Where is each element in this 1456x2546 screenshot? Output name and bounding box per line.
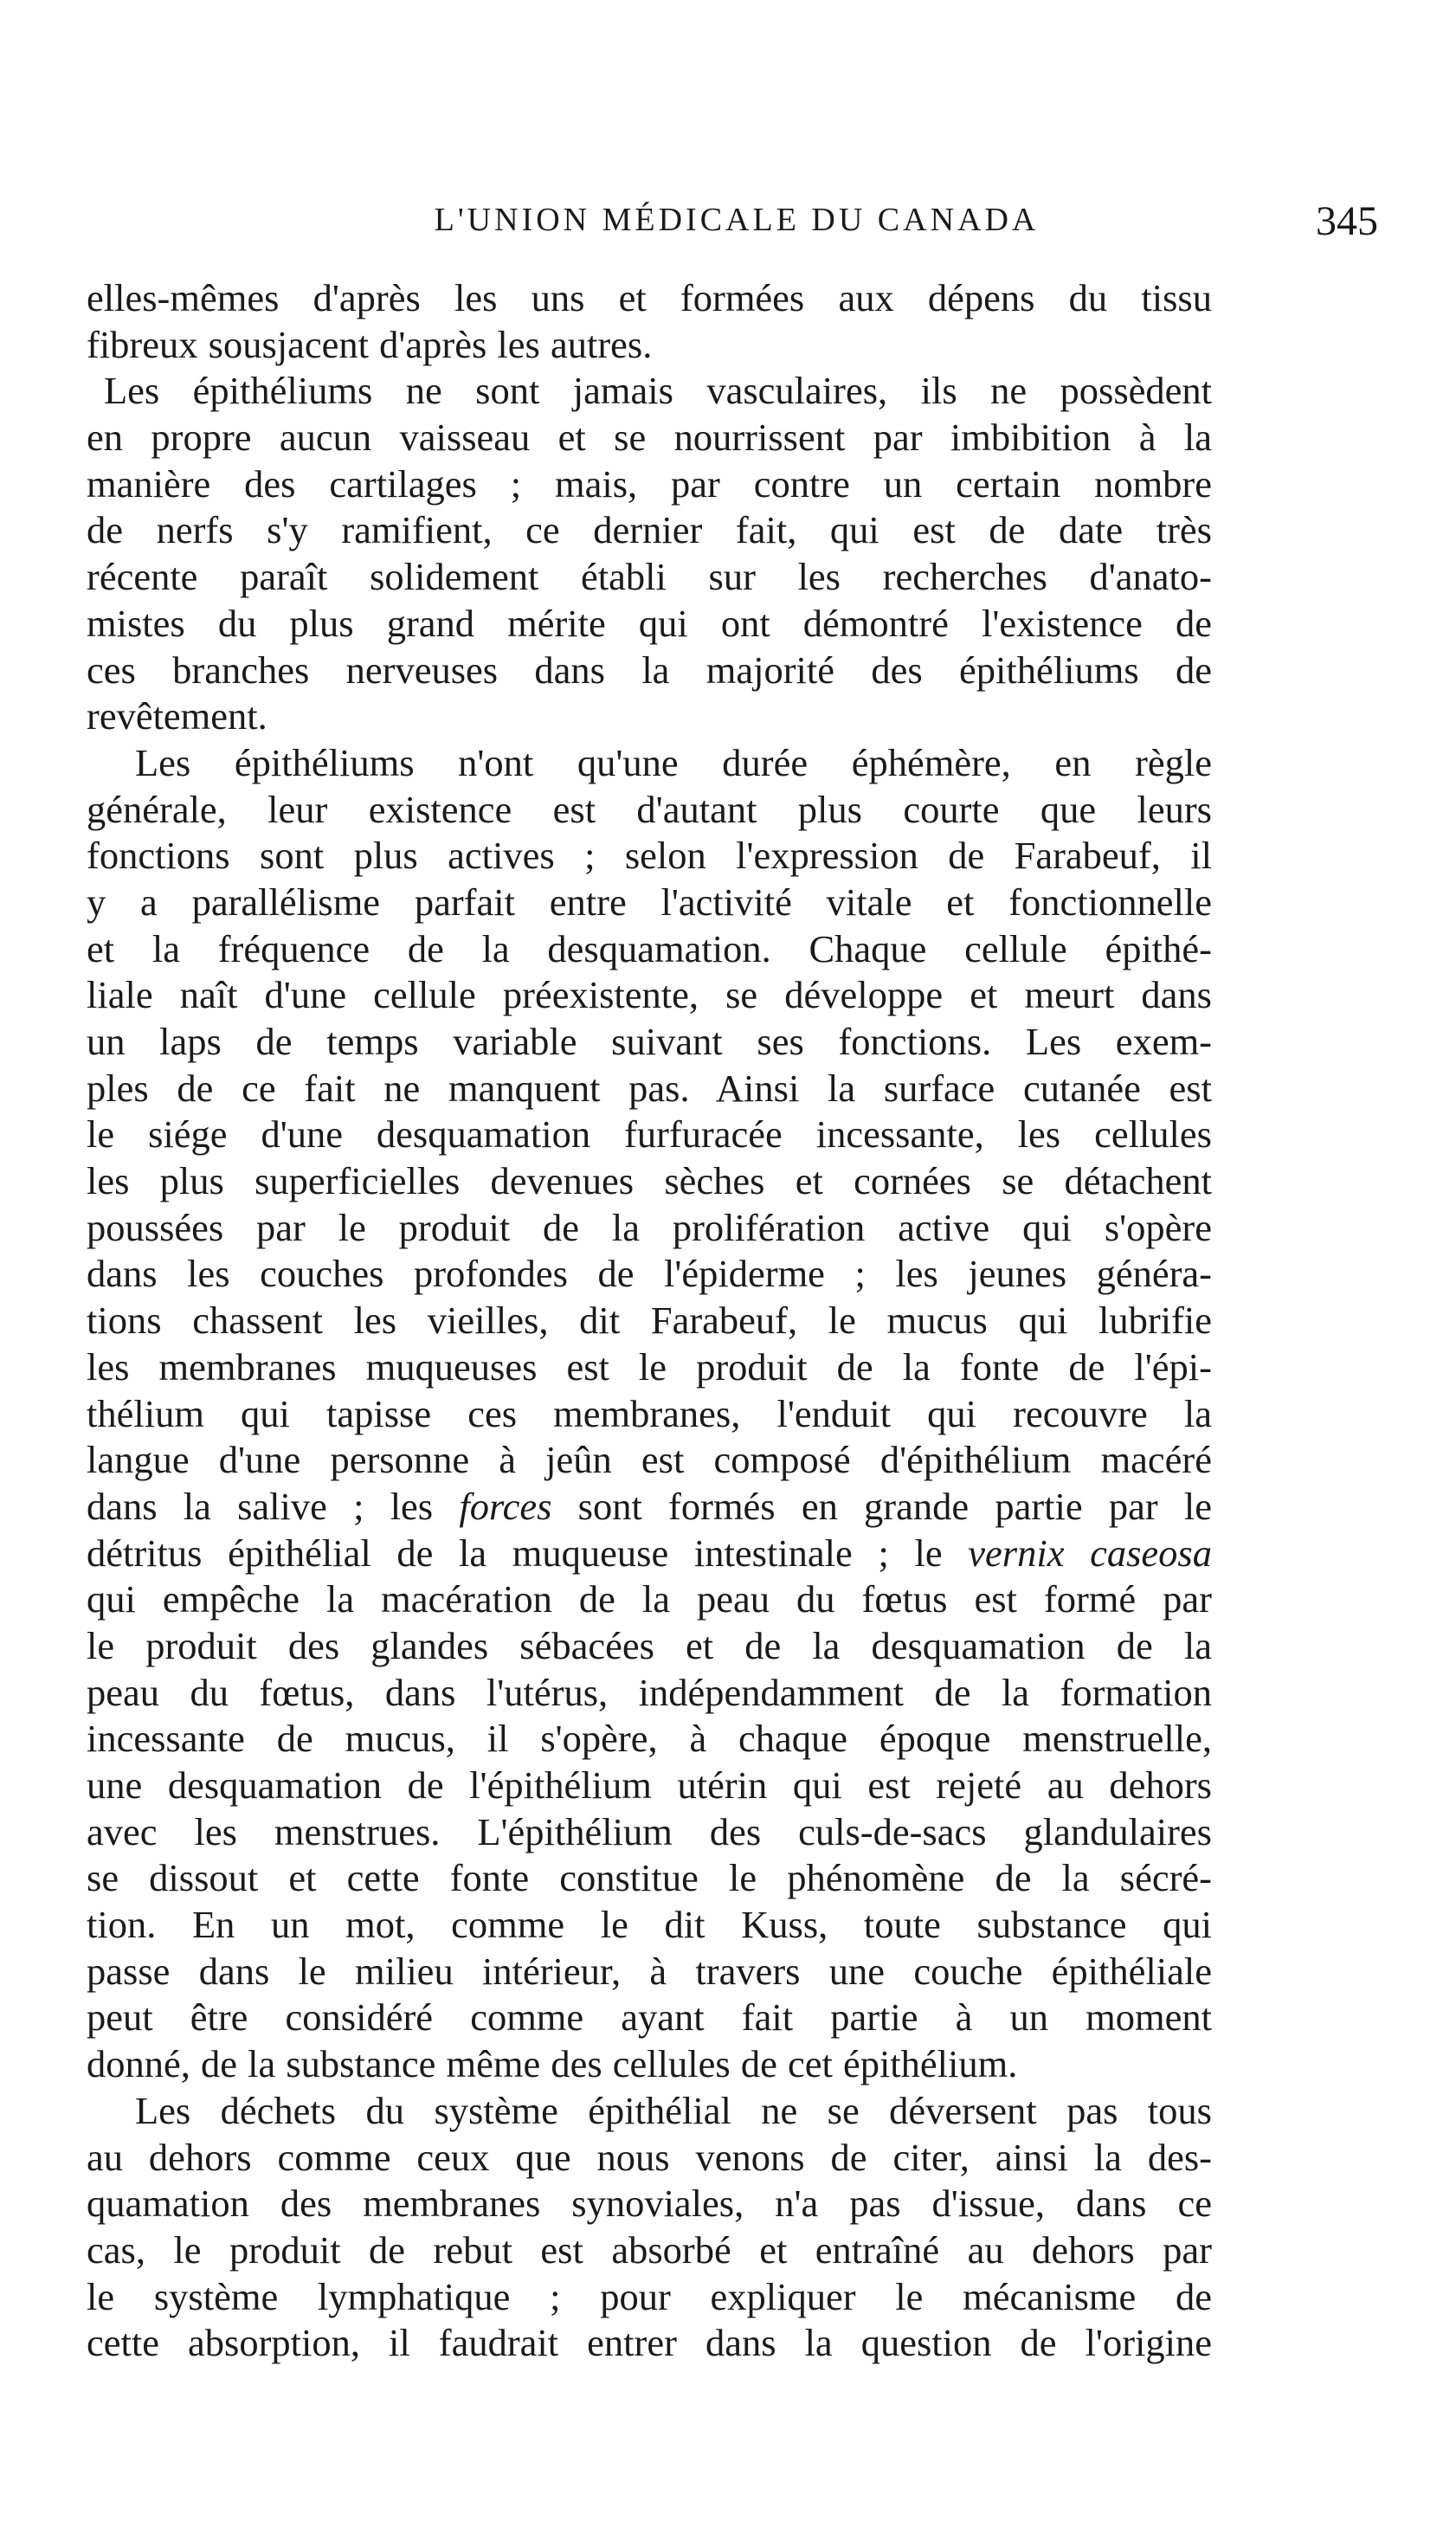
text-line-with-italic [87, 1531, 1212, 1577]
text-line: le produit des glandes sébacées et de la desquamation de la [87, 1623, 1212, 1667]
text-line: qui empêche la macération de la peau du fœtus est formé par [87, 1577, 1212, 1621]
text-line: fonctions sont plus actives ; selon l'expression de Farabeuf, il [87, 834, 1212, 878]
text-line: de nerfs s'y ramifient, ce dernier fait, qui est de date très [87, 508, 1212, 552]
text-line: et la fréquence de la desquamation. Chaque cellule épithé- [87, 926, 1212, 970]
body-text [87, 275, 1212, 2367]
paragraph-start-line: Les épithéliums n'ont qu'une durée éphémère, en règle [135, 740, 1212, 784]
text-line: générale, leur existence est d'autant plus courte que leurs [87, 787, 1212, 831]
text-line: tion. En un mot, comme le dit Kuss, toute substance qui [87, 1903, 1212, 1947]
text-line: dans les couches profondes de l'épiderme ; les jeunes généra- [87, 1252, 1212, 1296]
text-line: thélium qui tapisse ces membranes, l'enduit qui recouvre la [87, 1391, 1212, 1435]
text-line: cette absorption, il faudrait entrer dans la question de l'origine [87, 2321, 1212, 2365]
text-line: incessante de mucus, il s'opère, à chaque époque menstruelle, [87, 1717, 1212, 1761]
text-line: le siége d'une desquamation furfuracée incessante, les cellules [87, 1112, 1212, 1157]
paragraph-start-line: Les déchets du système épithélial ne se déversent pas tous [135, 2088, 1212, 2132]
text-line: revêtement. [87, 694, 267, 738]
text-line: récente paraît solidement établi sur les recherches d'anato- [87, 555, 1212, 599]
paragraph-start-line: Les épithéliums ne sont jamais vasculaires, ils ne possèdent [104, 369, 1212, 413]
text-segment: dans la salive ; les [87, 1484, 460, 1528]
text-line: le système lymphatique ; pour expliquer le mécanisme de [87, 2274, 1212, 2318]
running-title: L'UNION MÉDICALE DU CANADA [434, 202, 1040, 238]
text-line: manière des cartilages ; mais, par contre un certain nombre [87, 461, 1212, 506]
text-line: une desquamation de l'épithélium utérin qui est rejeté au dehors [87, 1763, 1212, 1807]
text-line: ces branches nerveuses dans la majorité des épithéliums de [87, 648, 1212, 692]
text-line: fibreux sousjacent d'après les autres. [87, 322, 653, 366]
text-line: mistes du plus grand mérite qui ont démontré l'existence de [87, 601, 1212, 645]
text-line: y a parallélisme parfait entre l'activité vitale et fonctionnelle [87, 880, 1212, 924]
text-segment: sont formés en grande partie par le [551, 1484, 1212, 1528]
italic-term-vernix-caseosa: vernix caseosa [968, 1531, 1212, 1575]
text-line: les plus superficielles devenues sèches et cornées se détachent [87, 1159, 1212, 1203]
text-line: quamation des membranes synoviales, n'a pas d'issue, dans ce [87, 2182, 1212, 2226]
text-line: un laps de temps variable suivant ses fonctions. Les exem- [87, 1020, 1212, 1063]
text-line: elles-mêmes d'après les uns et formées aux dépens du tissu [87, 276, 1212, 319]
running-head [95, 197, 1378, 249]
text-line: peau du fœtus, dans l'utérus, indépendamment de la formation [87, 1670, 1212, 1714]
text-line: se dissout et cette fonte constitue le phénomène de la sécré- [87, 1856, 1212, 1900]
page-number: 345 [1316, 198, 1378, 244]
text-line: en propre aucun vaisseau et se nourrissent par imbibition à la [87, 416, 1212, 460]
text-line-with-italic [87, 1484, 1212, 1531]
italic-term-forces: forces [459, 1484, 552, 1528]
text-line: peut être considéré comme ayant fait partie à un moment [87, 1995, 1212, 2040]
text-line: poussées par le produit de la prolifération active qui s'opère [87, 1205, 1212, 1249]
text-line: langue d'une personne à jeûn est composé d'épithélium macéré [87, 1438, 1212, 1482]
text-line: au dehors comme ceux que nous venons de citer, ainsi la des- [87, 2135, 1212, 2179]
text-line: liale naît d'une cellule préexistente, se développe et meurt dans [87, 973, 1212, 1017]
text-line: passe dans le milieu intérieur, à travers une couche épithéliale [87, 1949, 1212, 1993]
text-line: donné, de la substance même des cellules de cet épithélium. [87, 2042, 1018, 2086]
text-line: cas, le produit de rebut est absorbé et entraîné au dehors par [87, 2227, 1212, 2272]
text-line: avec les menstrues. L'épithélium des culs-de-sacs glandulaires [87, 1809, 1212, 1853]
text-segment: détritus épithélial de la muqueuse intestinale ; le [87, 1531, 969, 1575]
text-line: les membranes muqueuses est le produit de la fonte de l'épi- [87, 1344, 1212, 1389]
text-line: ples de ce fait ne manquent pas. Ainsi la surface cutanée est [87, 1066, 1212, 1110]
text-line: tions chassent les vieilles, dit Farabeuf, le mucus qui lubrifie [87, 1299, 1212, 1343]
